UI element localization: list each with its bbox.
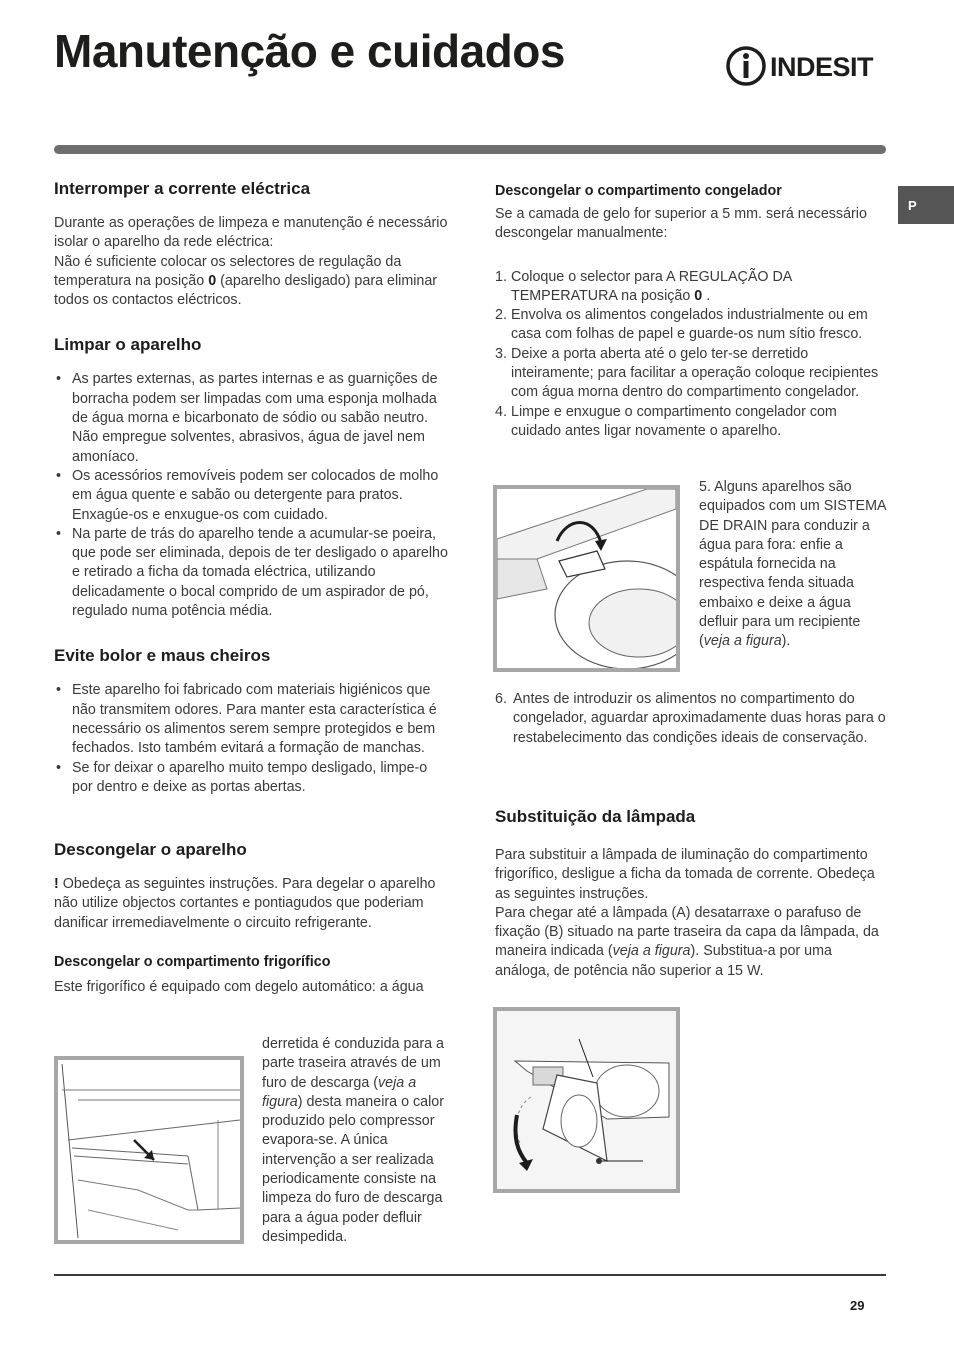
heading-evite-bolor: Evite bolor e maus cheiros <box>54 646 271 666</box>
freezer-drain-illustration <box>497 489 676 668</box>
step-6: 6. Antes de introduzir os alimentos no compartimento do congelador, aguardar aproximadamente duas horas para o restabelecimento das condições ideais de conservação. <box>495 691 886 746</box>
page-title: Manutenção e cuidados <box>54 25 565 77</box>
fridge-drain-illustration <box>58 1060 240 1240</box>
paragraph: Se a camada de gelo for superior a 5 mm. será necessário descongelar manualmente: <box>495 206 867 242</box>
right-column <box>495 182 889 441</box>
list-item: 3. Deixe a porta aberta até o gelo ter-se derretido inteiramente; para facilitar a operação coloque recipientes com água morna dentro do compartimento congelador. <box>495 345 879 401</box>
list-item: • As partes externas, as partes internas e as guarnições de borracha podem ser limpadas com uma esponja molhada de água morna e bicarbonato de sódio ou sabão neutro. Não empregue solventes, abrasivos, água de javel nem amoníaco. <box>54 370 450 466</box>
indesit-logo <box>724 44 888 88</box>
list-item: 1. Coloque o selector para A REGULAÇÃO DA TEMPERATURA na posição 0 . <box>495 268 792 304</box>
figure-fridge-drain <box>54 1056 244 1244</box>
step-5: 5. Alguns aparelhos são equipados com um SISTEMA DE DRAIN para conduzir a água para fora: enfie a espátula fornecida na respectiva fenda situada embaixo e deixe a água defluir para um recipiente (veja a figura). <box>699 479 886 650</box>
language-tab: P <box>898 186 954 224</box>
heading-limpar: Limpar o aparelho <box>54 335 202 355</box>
subheading-congelador: Descongelar o compartimento congelador <box>495 183 782 199</box>
bullet-list <box>54 681 450 797</box>
bullet-list <box>54 370 450 621</box>
subheading-frigorifico: Descongelar o compartimento frigorífico <box>54 954 331 971</box>
paragraph: Para chegar até a lâmpada (A) desatarraxe o parafuso de fixação (B) situado na parte traseira da capa da lâmpada, da maneira indicada (veja a figura). Substitua-a por uma análoga, de potência não superior a 15 W. <box>495 904 879 979</box>
lamp-section <box>495 806 889 981</box>
heading-interromper: Interromper a corrente eléctrica <box>54 179 311 198</box>
lamp-cover-illustration <box>497 1011 676 1189</box>
paragraph: Este frigorífico é equipado com degelo automático: a água <box>54 979 424 996</box>
list-item: • Na parte de trás do aparelho tende a acumular-se poeira, que pode ser eliminada, depois de ter desligado o aparelho e retirado a ficha da tomada eléctrica, utilizando delicadamente o bocal comprido de um aspirador de pó, regulado numa potência média. <box>54 525 450 621</box>
paragraph: Durante as operações de limpeza e manutenção é necessário isolar o aparelho da rede eléctrica: <box>54 215 448 251</box>
list-item: 4. Limpe e enxugue o compartimento congelador com cuidado antes ligar novamente o aparelho. <box>495 403 837 439</box>
paragraph: Não é suficiente colocar os selectores de regulação da temperatura na posição 0 (aparelho desligado) para eliminar todos os contactos eléctricos. <box>54 253 438 309</box>
figure-freezer-drain <box>493 485 680 672</box>
paragraph: Para substituir a lâmpada de iluminação do compartimento frigorífico, desligue a ficha da tomada de corrente. Obedeça as seguintes instruções. <box>495 847 875 902</box>
paragraph-wrap: derretida é conduzida para a parte traseira através de um furo de descarga (veja a figura) desta maneira o calor produzido pelo compressor evapora-se. A única intervenção a ser realizada periodicamente consiste na limpeza do furo de descarga para a água poder defluir desimpedida. <box>262 1036 445 1245</box>
heading-descongelar: Descongelar o aparelho <box>54 840 247 860</box>
footer-rule <box>54 1274 886 1276</box>
list-item: • Este aparelho foi fabricado com materiais higiénicos que não transmitem odores. Para manter esta característica é necessário os alimentos serem sempre protegidos e bem fechados. Isto também evitará a formação de manchas. <box>54 681 450 758</box>
list-item: • Os acessórios removíveis podem ser colocados de molho em água quente e sabão ou detergente para pratos. Enxagúe-os e enxugue-os com cuidado. <box>54 467 450 525</box>
numbered-list <box>495 268 889 442</box>
left-column <box>54 178 450 997</box>
list-item: • Se for deixar o aparelho muito tempo desligado, limpe-o por dentro e deixe as portas abertas. <box>54 759 450 798</box>
heading-substituicao-lampada: Substituição da lâmpada <box>495 807 696 826</box>
svg-text:INDESIT: INDESIT <box>770 52 874 82</box>
list-item: 2. Envolva os alimentos congelados industrialmente ou em casa com folhas de papel e guarde-os num sítio fresco. <box>495 307 868 343</box>
figure-lamp-replacement <box>493 1007 680 1193</box>
page-number: 29 <box>850 1298 865 1313</box>
header-bar <box>54 145 886 154</box>
brand-logo-icon <box>724 44 888 88</box>
warning-icon: ! <box>54 876 59 893</box>
warning-paragraph: ! Obedeça as seguintes instruções. Para degelar o aparelho não utilize objectos cortantes e pontiagudos que poderiam danificar irremediavelmente o circuito refrigerante. <box>54 876 436 931</box>
